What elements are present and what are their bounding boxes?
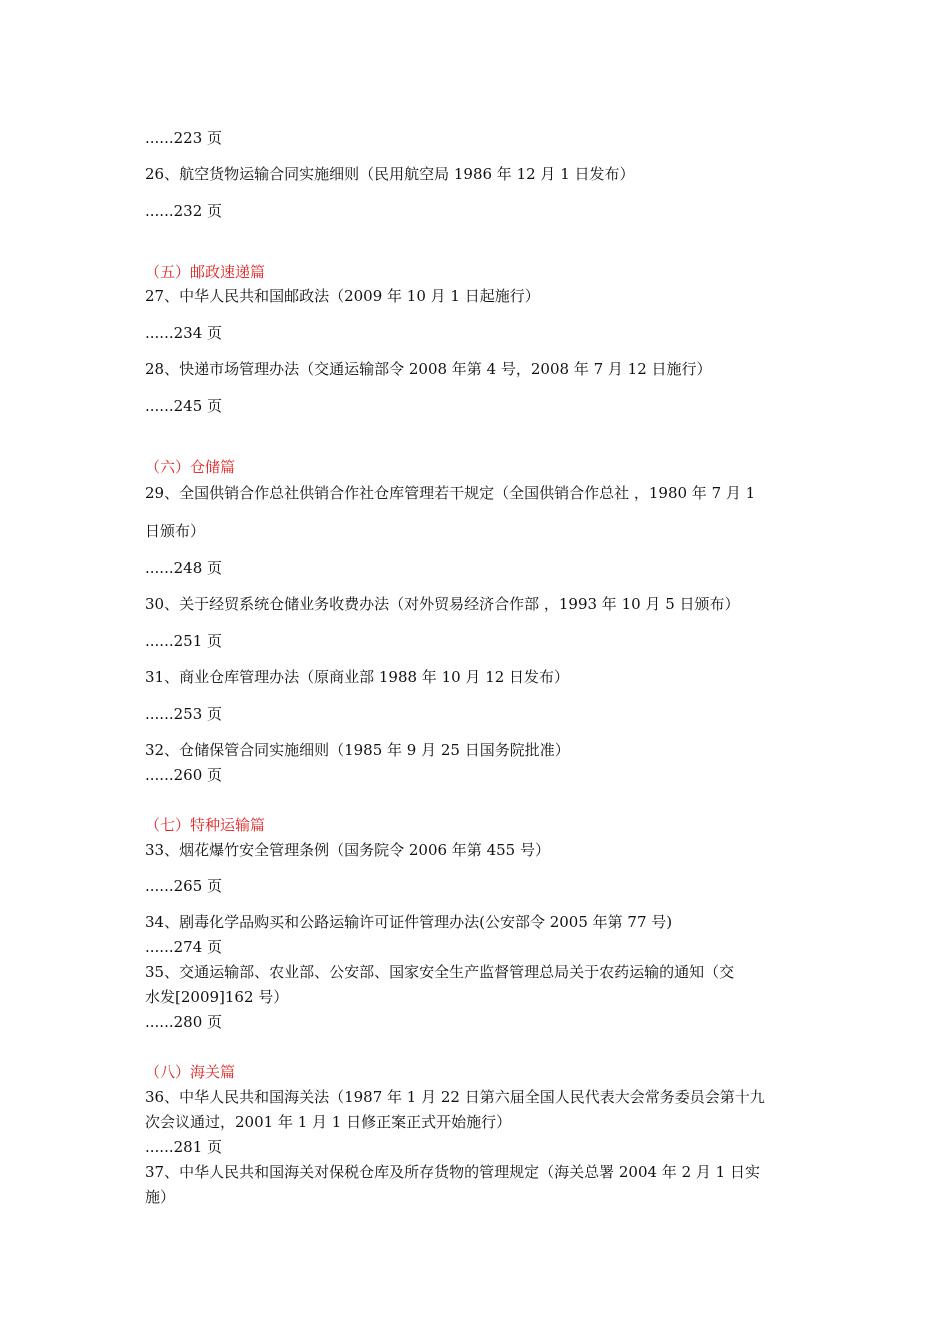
toc-entry-35: 35、交通运输部、农业部、公安部、国家安全生产监督管理总局关于农药运输的通知（交 bbox=[145, 963, 735, 981]
toc-entry-36-cont: 次会议通过，2001 年 1 月 1 日修正案正式开始施行） bbox=[145, 1113, 512, 1131]
section-heading-postal: （五）邮政速递篇 bbox=[145, 263, 266, 281]
page-ref: ......280 页 bbox=[145, 1013, 223, 1031]
page-ref: ......245 页 bbox=[145, 397, 223, 415]
toc-entry-31: 31、商业仓库管理办法（原商业部 1988 年 10 月 12 日发布） bbox=[145, 668, 570, 686]
toc-entry-29: 29、全国供销合作总社供销合作社仓库管理若干规定（全国供销合作总社 ，1980 年 7 月 1 bbox=[145, 484, 756, 502]
page-ref: ......260 页 bbox=[145, 766, 223, 784]
toc-entry-37: 37、中华人民共和国海关对保税仓库及所存货物的管理规定（海关总署 2004 年 2 月 1 日实 bbox=[145, 1163, 760, 1181]
toc-entry-33: 33、烟花爆竹安全管理条例（国务院令 2006 年第 455 号） bbox=[145, 841, 550, 859]
page-ref: ......265 页 bbox=[145, 877, 223, 895]
toc-entry-26: 26、航空货物运输合同实施细则（民用航空局 1986 年 12 月 1 日发布） bbox=[145, 165, 635, 183]
page-ref: ......234 页 bbox=[145, 324, 223, 342]
page-ref: ......232 页 bbox=[145, 202, 223, 220]
toc-entry-30: 30、关于经贸系统仓储业务收费办法（对外贸易经济合作部 ，1993 年 10 月 5 日颁布） bbox=[145, 595, 740, 613]
page-ref: ......253 页 bbox=[145, 705, 223, 723]
toc-entry-36: 36、中华人民共和国海关法（1987 年 1 月 22 日第六届全国人民代表大会常务委员会第十九 bbox=[145, 1088, 765, 1106]
page-ref: ......281 页 bbox=[145, 1138, 223, 1156]
toc-entry-35-cont: 水发[2009]162 号） bbox=[145, 988, 289, 1006]
toc-entry-28: 28、快递市场管理办法（交通运输部令 2008 年第 4 号，2008 年 7 月 12 日施行） bbox=[145, 360, 712, 378]
section-heading-special-transport: （七）特种运输篇 bbox=[145, 816, 266, 834]
section-heading-customs: （八）海关篇 bbox=[145, 1063, 236, 1081]
section-heading-warehousing: （六）仓储篇 bbox=[145, 458, 236, 476]
toc-entry-29-cont: 日颁布） bbox=[145, 522, 206, 540]
toc-entry-27: 27、中华人民共和国邮政法（2009 年 10 月 1 日起施行） bbox=[145, 287, 540, 305]
toc-entry-37-cont: 施） bbox=[145, 1188, 176, 1206]
page-ref: ......251 页 bbox=[145, 632, 223, 650]
page-ref: ......274 页 bbox=[145, 938, 223, 956]
toc-entry-32: 32、仓储保管合同实施细则（1985 年 9 月 25 日国务院批准） bbox=[145, 741, 570, 759]
toc-entry-34: 34、剧毒化学品购买和公路运输许可证件管理办法(公安部令 2005 年第 77 号) bbox=[145, 913, 673, 931]
page-ref: ......223 页 bbox=[145, 129, 223, 147]
page-ref: ......248 页 bbox=[145, 559, 223, 577]
